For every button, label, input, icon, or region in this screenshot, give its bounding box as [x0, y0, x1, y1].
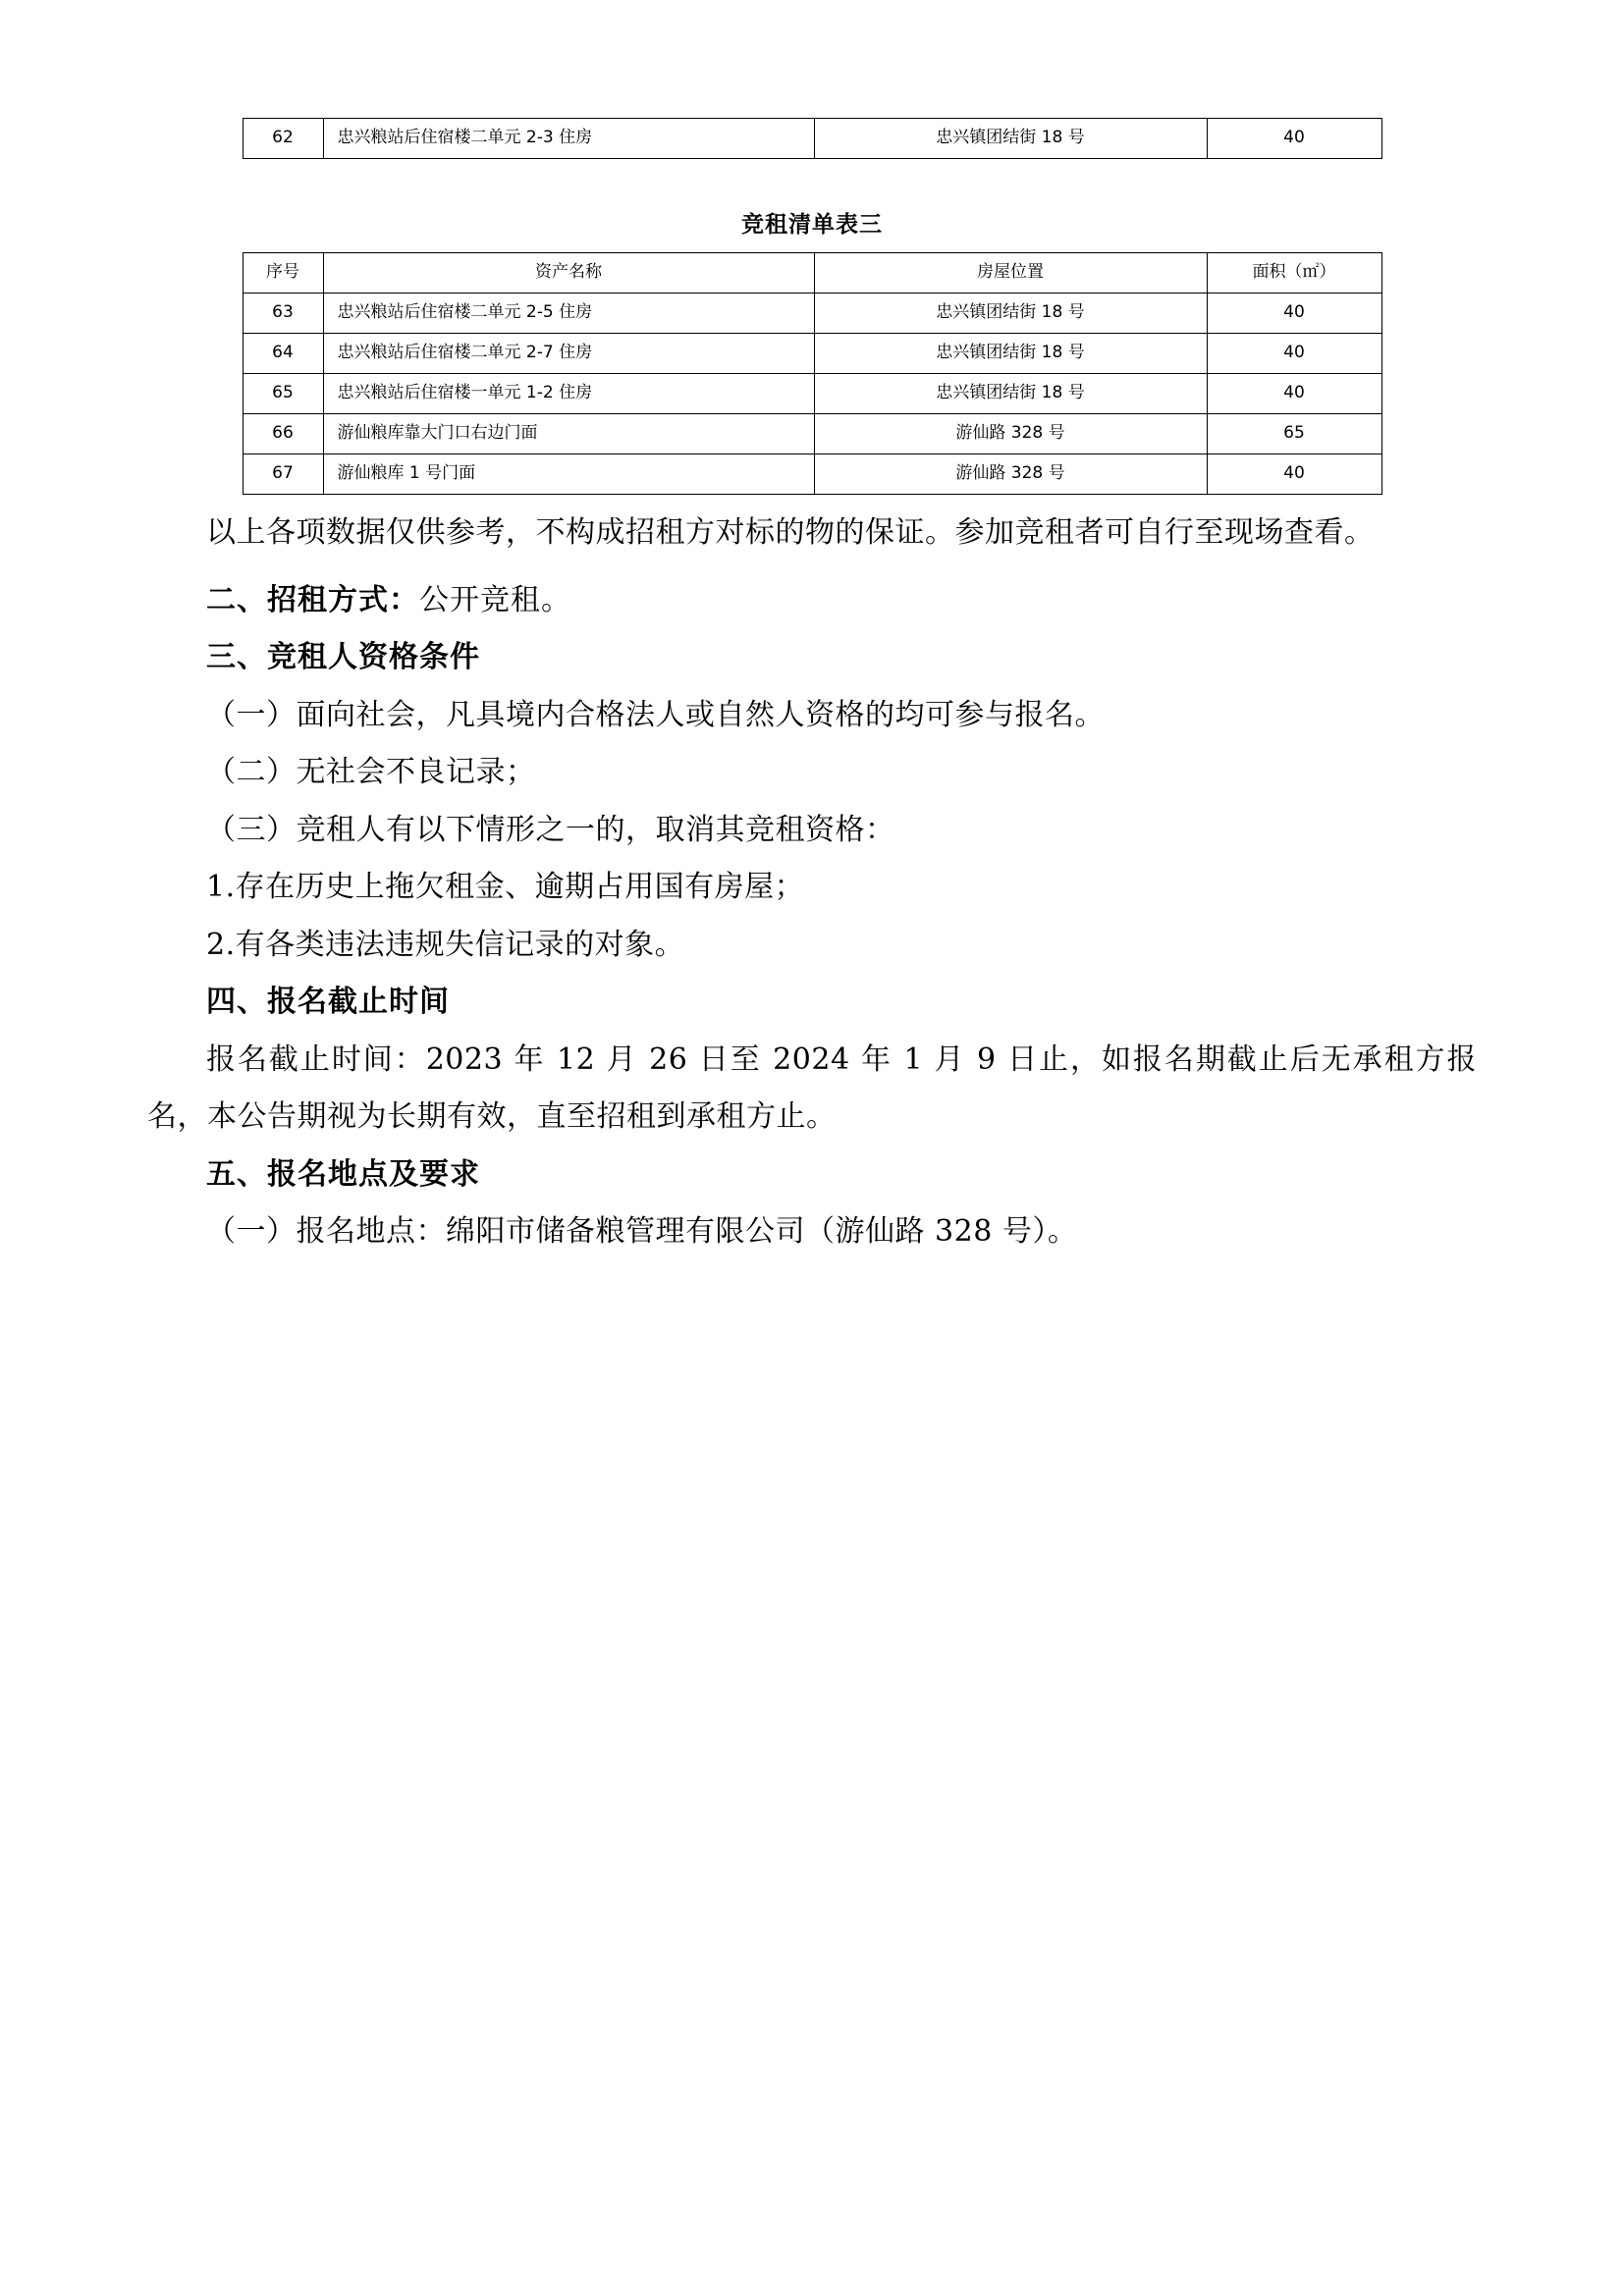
table3-title: 竞租清单表三 [741, 212, 883, 238]
header-name: 资产名称 [323, 253, 814, 294]
table-row [243, 414, 1381, 454]
cell-name: 忠兴粮站后住宿楼一单元 1-2 住房 [323, 374, 814, 414]
section-3-item-3-2: 2.有各类违法违规失信记录的对象。 [206, 927, 685, 962]
cell-area: 40 [1207, 374, 1381, 414]
cell-name: 游仙粮库靠大门口右边门面 [323, 414, 814, 454]
section-5-item-1: （一）报名地点：绵阳市储备粮管理有限公司（游仙路 328 号）。 [206, 1214, 1078, 1249]
section-2-text: 公开竞租。 [419, 582, 571, 617]
section-3-item-1: （一）面向社会，凡具境内合格法人或自然人资格的均可参与报名。 [206, 697, 1105, 732]
section-4-text: 报名截止时间：2023 年 12 月 26 日至 2024 年 1 月 9 日止，如报名期截止后无承租方报名，本公告期视为长期有效，直至招租到承租方止。 [147, 1041, 1477, 1134]
section-4-heading: 四、报名截止时间 [206, 985, 450, 1019]
cell-location: 游仙路 328 号 [814, 454, 1207, 495]
cell-no: 66 [243, 414, 323, 454]
cell-location: 忠兴镇团结街 18 号 [814, 374, 1207, 414]
table-row [243, 374, 1381, 414]
section-3-item-2: （二）无社会不良记录； [206, 755, 536, 789]
section-5-heading: 五、报名地点及要求 [206, 1156, 480, 1192]
cell-no: 67 [243, 454, 323, 495]
section-3-item-3-1: 1.存在历史上拖欠租金、逾期占用国有房屋； [206, 870, 805, 904]
cell-location: 忠兴镇团结街 18 号 [814, 294, 1207, 334]
header-no: 序号 [243, 253, 323, 294]
cell-area: 65 [1207, 414, 1381, 454]
cell-name: 游仙粮库 1 号门面 [323, 454, 814, 495]
cell-area: 40 [1207, 294, 1381, 334]
cell-name: 忠兴粮站后住宿楼二单元 2-3 住房 [323, 119, 814, 159]
section-2-heading [147, 572, 1477, 630]
table3 [243, 252, 1382, 495]
section-2-colon: ： [389, 582, 419, 617]
table-row [243, 334, 1381, 374]
section-3-heading: 三、竞租人资格条件 [206, 640, 480, 674]
cell-no: 62 [243, 119, 323, 159]
cell-location: 忠兴镇团结街 18 号 [814, 119, 1207, 159]
table-header-row [243, 253, 1381, 294]
table-row [243, 454, 1381, 495]
table-row [243, 119, 1381, 159]
cell-name: 忠兴粮站后住宿楼二单元 2-5 住房 [323, 294, 814, 334]
cell-no: 64 [243, 334, 323, 374]
cell-area: 40 [1207, 454, 1381, 495]
section-2-title: 二、招租方式 [206, 582, 389, 617]
cell-no: 65 [243, 374, 323, 414]
section-3-item-3: （三）竞租人有以下情形之一的，取消其竞租资格： [206, 812, 895, 847]
note-paragraph: 以上各项数据仅供参考，不构成招租方对标的物的保证。参加竞租者可自行至现场查看。 [206, 515, 1375, 550]
header-area: 面积（㎡） [1207, 253, 1381, 294]
cell-no: 63 [243, 294, 323, 334]
cell-location: 游仙路 328 号 [814, 414, 1207, 454]
continuation-table [243, 118, 1382, 159]
cell-name: 忠兴粮站后住宿楼二单元 2-7 住房 [323, 334, 814, 374]
header-location: 房屋位置 [814, 253, 1207, 294]
table-row [243, 294, 1381, 334]
cell-area: 40 [1207, 334, 1381, 374]
cell-area: 40 [1207, 119, 1381, 159]
cell-location: 忠兴镇团结街 18 号 [814, 334, 1207, 374]
